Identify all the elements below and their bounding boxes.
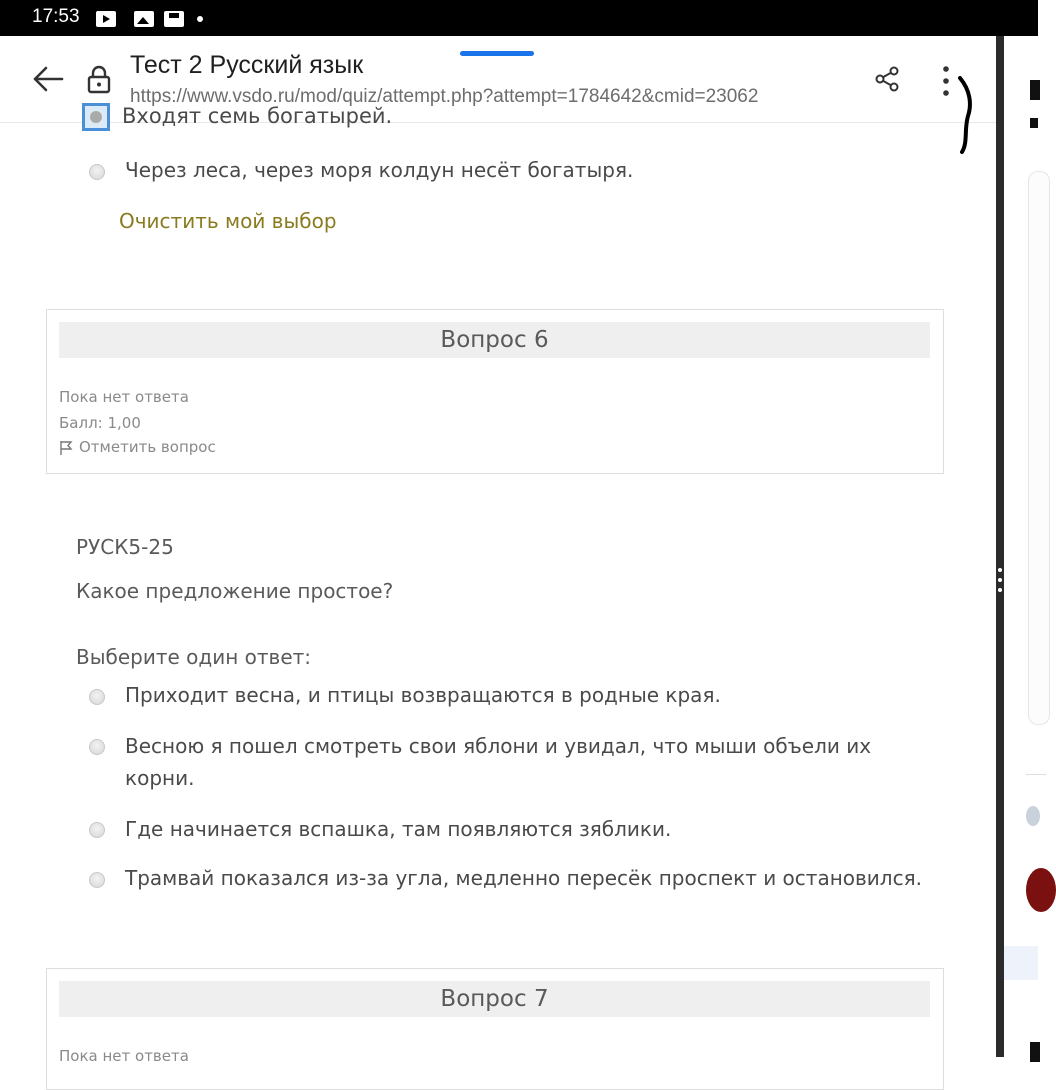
right-pane-card <box>1028 171 1050 725</box>
split-handle-icon[interactable] <box>996 562 1004 602</box>
gallery-icon <box>134 11 154 27</box>
page-url[interactable]: https://www.vsdo.ru/mod/quiz/attempt.php?attempt=1784642&cmid=23062 <box>130 86 759 107</box>
option-1-text: Приходит весна, и птицы возвращаются в родные края. <box>125 683 721 707</box>
youtube-icon <box>96 11 116 27</box>
option-text-prev: Через леса, через моря колдун несёт богатыря. <box>125 158 634 182</box>
question-code: РУСК5-25 <box>76 535 174 559</box>
previous-selected-option[interactable] <box>82 103 392 131</box>
page-title: Тест 2 Русский язык <box>130 51 364 79</box>
save-icon <box>164 11 184 27</box>
radio-option-3[interactable] <box>89 822 105 838</box>
back-arrow-icon[interactable] <box>32 66 64 92</box>
avatar <box>1026 868 1056 912</box>
option-2-text-cont: корни. <box>125 766 195 790</box>
clear-choice-link[interactable]: Очистить мой выбор <box>119 209 337 233</box>
share-icon[interactable] <box>872 64 902 94</box>
question-7-header: Вопрос 7 <box>59 981 930 1017</box>
right-pane-band <box>1004 946 1038 980</box>
question-6-header: Вопрос 6 <box>59 322 930 358</box>
avatar <box>1026 806 1040 826</box>
cropped-text-block <box>1030 1042 1040 1062</box>
selected-radio-icon[interactable] <box>82 103 110 131</box>
tab-handle[interactable] <box>460 51 534 56</box>
flag-question-link[interactable] <box>59 438 216 456</box>
question-status: Пока нет ответа <box>59 388 189 406</box>
radio-option-1[interactable] <box>89 689 105 705</box>
question-6-info <box>46 309 944 474</box>
radio-option-2[interactable] <box>89 739 105 755</box>
option-2-text: Весною я пошел смотреть свои яблони и увидал, что мыши объели их <box>125 734 872 758</box>
quiz-content <box>0 104 996 1065</box>
previous-selected-option-text: Входят семь богатырей. <box>122 104 393 128</box>
radio-option-prev[interactable] <box>89 164 105 180</box>
question-7-info <box>46 968 944 1090</box>
answer-prompt: Выберите один ответ: <box>76 645 312 669</box>
right-pane-separator <box>1026 774 1046 775</box>
question-text: Какое предложение простое? <box>76 579 394 603</box>
lock-icon[interactable] <box>86 64 112 94</box>
status-time: 17:53 <box>32 6 80 27</box>
right-app-pane <box>1004 36 1038 1057</box>
radio-option-4[interactable] <box>89 872 105 888</box>
status-bar <box>0 0 1038 36</box>
notification-dot <box>197 16 203 22</box>
option-4-text: Трамвай показался из-за угла, медленно пересёк проспект и остановился. <box>125 866 922 890</box>
cropped-text-block <box>1030 80 1040 100</box>
flag-icon <box>59 440 73 456</box>
question-7-status: Пока нет ответа <box>59 1047 189 1065</box>
split-screen-divider[interactable] <box>996 36 1004 1057</box>
cropped-text-block <box>1030 118 1038 128</box>
option-3-text: Где начинается вспашка, там появляются зяблики. <box>125 817 672 841</box>
question-score: Балл: 1,00 <box>59 414 141 432</box>
flag-question-label: Отметить вопрос <box>79 438 216 456</box>
